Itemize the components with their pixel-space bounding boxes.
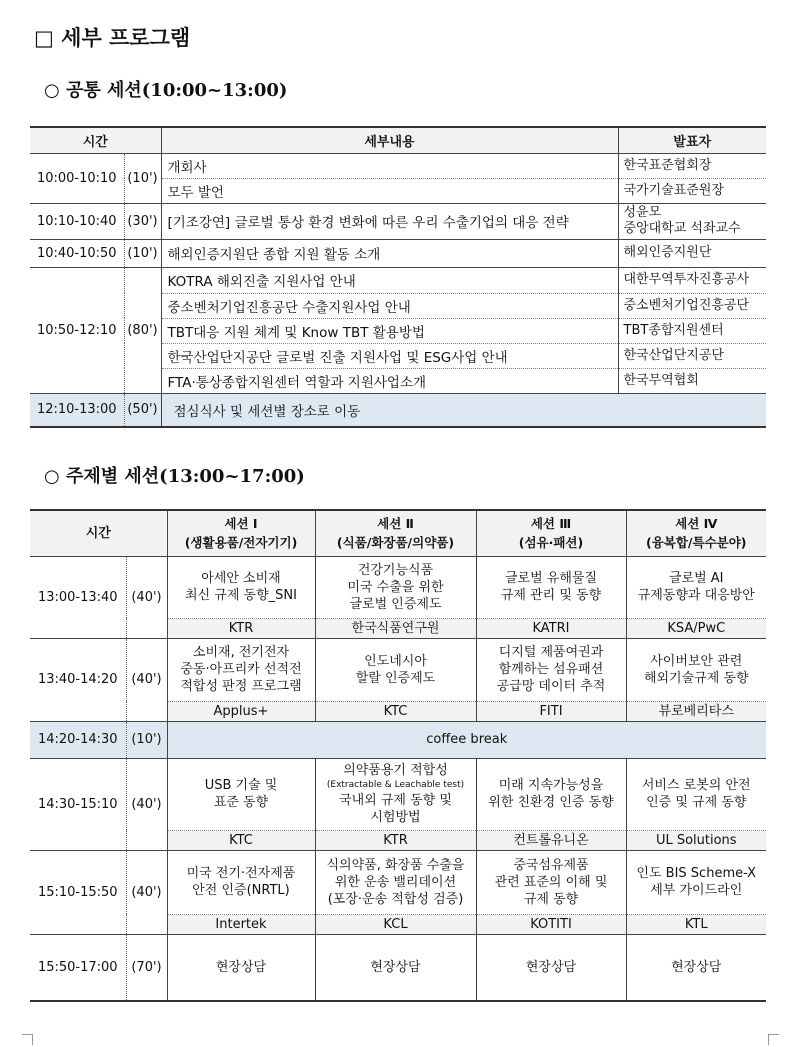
topic-cell	[476, 850, 626, 914]
org-cell: KSA/PwC	[626, 618, 766, 638]
topic-cell	[167, 556, 315, 618]
presenter-cell: 한국산업단지공단	[618, 343, 766, 368]
page-title: □ 세부 프로그램	[34, 26, 191, 50]
page-corner-mark-left	[22, 1034, 33, 1045]
duration-cell: (30')	[124, 203, 161, 239]
topic-cell	[626, 556, 766, 618]
text-line: 미래 지속가능성을	[498, 778, 604, 793]
content-cell: 점심식사 및 세션별 장소로 이동	[161, 393, 766, 427]
topic-cell	[476, 638, 626, 701]
topic-cell	[626, 758, 766, 830]
text-line: 사이버보안 관련	[650, 653, 743, 669]
coffee-break-cell: coffee break	[167, 721, 766, 758]
text-line: 함께하는 섬유패션	[498, 662, 604, 677]
org-cell: Applus+	[167, 701, 315, 721]
org-cell: KOTITI	[476, 914, 626, 934]
break-row	[30, 721, 766, 758]
text-line: 세션 Ⅱ	[377, 516, 414, 532]
content-header: 세부내용	[161, 127, 618, 153]
presenter-cell: 대한무역투자진흥공사	[618, 267, 766, 293]
text-line: 서비스 로봇의 안전	[641, 778, 751, 793]
text-line: 의약품용기 적합성	[343, 763, 448, 778]
text-line: 세션 Ⅲ	[530, 516, 572, 532]
org-cell: Intertek	[167, 914, 315, 934]
content-cell: KOTRA 해외진출 지원사업 안내	[161, 267, 618, 293]
time-header: 시간	[30, 127, 161, 153]
text-line: 성윤모	[623, 205, 662, 220]
consult-cell: 현장상담	[167, 934, 315, 1001]
topic-cell	[315, 758, 476, 830]
org-cell: KTL	[626, 914, 766, 934]
text-line: 세부 가이드라인	[650, 883, 743, 898]
text-line: 글로벌 유해물질	[504, 571, 598, 586]
duration-cell: (50')	[124, 393, 161, 427]
topic-row	[30, 638, 766, 701]
content-cell: [기조강연] 글로벌 통상 환경 변화에 따른 우리 수출기업의 대응 전략	[161, 203, 618, 239]
content-cell: 모두 발언	[161, 178, 618, 203]
text-line: 적합성 판정 프로그램	[180, 679, 302, 694]
session-header	[476, 510, 626, 556]
org-cell: KTR	[167, 618, 315, 638]
presenter-cell: 국가기술표준원장	[618, 178, 766, 203]
consult-row	[30, 934, 766, 1001]
header-row	[30, 127, 766, 153]
presenter-cell: TBT종합지원센터	[618, 318, 766, 343]
content-cell: FTA·통상종합지원센터 역할과 지원사업소개	[161, 368, 618, 393]
text-line: 소비재, 전기전자	[192, 645, 290, 660]
program-row	[30, 239, 766, 267]
presenter-cell: 한국표준협회장	[618, 153, 766, 178]
consult-cell: 현장상담	[626, 934, 766, 1001]
content-cell: TBT대응 지원 체계 및 Know TBT 활용방법	[161, 318, 618, 343]
program-row	[30, 393, 766, 427]
text-line: (포장·운송 적합성 검증)	[327, 891, 464, 907]
topic-row	[30, 850, 766, 914]
text-line: 중앙대학교 석좌교수	[623, 221, 741, 236]
time-cell: 15:10-15:50	[30, 850, 126, 934]
text-line: 안전 인증(NRTL)	[192, 883, 290, 898]
topic-row	[30, 556, 766, 618]
topic-cell	[626, 850, 766, 914]
time-cell: 12:10-13:00	[30, 393, 124, 427]
topic-cell	[476, 758, 626, 830]
time-cell: 14:30-15:10	[30, 758, 126, 850]
presenter-header: 발표자	[618, 127, 766, 153]
time-cell: 10:50-12:10	[30, 267, 124, 393]
org-cell: KTC	[315, 701, 476, 721]
topic-cell	[315, 638, 476, 701]
topic-row	[30, 758, 766, 830]
org-cell: UL Solutions	[626, 830, 766, 850]
org-cell: KATRI	[476, 618, 626, 638]
topic-session-table	[30, 509, 766, 1002]
content-cell: 개회사	[161, 153, 618, 178]
time-cell: 10:00-10:10	[30, 153, 124, 203]
time-header: 시간	[30, 510, 167, 556]
presenter-cell: 한국무역협회	[618, 368, 766, 393]
page-corner-mark-right	[768, 1034, 779, 1045]
text-line: 할랄 인증제도	[355, 670, 436, 686]
org-cell: 컨트롤유니온	[476, 830, 626, 850]
session-header	[167, 510, 315, 556]
duration-cell: (40')	[126, 638, 167, 721]
session-header-row	[30, 510, 766, 556]
text-line: 규제 동향	[523, 891, 579, 907]
topic-cell	[476, 556, 626, 618]
program-row	[30, 267, 766, 293]
text-line: 표준 동향	[213, 795, 269, 810]
content-cell: 해외인증지원단 종합 지원 활동 소개	[161, 239, 618, 267]
org-cell: KTR	[315, 830, 476, 850]
text-line: (Extractable & Leachable test)	[326, 780, 465, 790]
text-line: 해외기술규제 동향	[643, 670, 749, 686]
topic-cell	[167, 758, 315, 830]
topic-cell	[167, 850, 315, 914]
time-cell: 10:10-10:40	[30, 203, 124, 239]
duration-cell: (40')	[126, 556, 167, 638]
text-line: 세션 Ⅰ	[224, 516, 258, 532]
text-line: 세션 Ⅳ	[675, 516, 718, 532]
text-line: 인증 및 규제 동향	[646, 795, 747, 810]
duration-cell: (10')	[124, 153, 161, 203]
topic-cell	[315, 850, 476, 914]
text-line: 규제동향과 대응방안	[637, 588, 755, 603]
common-session-heading: ○ 공통 세션(10:00~13:00)	[44, 80, 288, 101]
text-line: 시험방법	[370, 810, 421, 825]
text-line: USB 기술 및	[204, 778, 278, 793]
text-line: 규제 관리 및 동향	[500, 588, 602, 603]
duration-cell: (80')	[124, 267, 161, 393]
text-line: (융복합/특수분야)	[645, 535, 747, 551]
text-line: 공급망 데이터 추적	[496, 679, 606, 694]
org-cell: 한국식품연구원	[315, 618, 476, 638]
time-cell: 15:50-17:00	[30, 934, 126, 1001]
text-line: 아세안 소비재	[201, 571, 281, 586]
program-row	[30, 153, 766, 178]
text-line: 인도네시아	[364, 653, 427, 669]
text-line: 건강기능식품	[357, 562, 434, 578]
topic-session-heading: ○ 주제별 세션(13:00~17:00)	[44, 466, 305, 487]
duration-cell: (10')	[126, 721, 167, 758]
topic-cell	[315, 556, 476, 618]
duration-cell: (40')	[126, 758, 167, 850]
presenter-cell: 해외인증지원단	[618, 239, 766, 267]
text-line: (식품/화장품/의약품)	[336, 535, 455, 551]
common-session-table	[30, 126, 766, 428]
consult-cell: 현장상담	[315, 934, 476, 1001]
content-cell: 한국산업단지공단 글로벌 진출 지원사업 및 ESG사업 안내	[161, 343, 618, 368]
text-line: 관련 표준의 이해 및	[494, 874, 608, 890]
org-cell: FITI	[476, 701, 626, 721]
presenter-cell	[618, 203, 766, 239]
text-line: 글로벌 인증제도	[349, 596, 442, 612]
duration-cell: (40')	[126, 850, 167, 934]
duration-cell: (70')	[126, 934, 167, 1001]
duration-cell: (10')	[124, 239, 161, 267]
text-line: 위한 운송 밸리데이션	[334, 874, 457, 890]
text-line: 위한 친환경 인증 동향	[488, 795, 614, 810]
presenter-cell: 중소벤처기업진흥공단	[618, 293, 766, 318]
text-line: 국내외 규제 동향 및	[339, 793, 452, 808]
text-line: 디지털 제품여권과	[498, 645, 604, 660]
time-cell: 13:40-14:20	[30, 638, 126, 721]
text-line: 미국 수출을 위한	[347, 579, 444, 595]
text-line: 중동·아프리카 선적전	[180, 662, 302, 677]
org-cell: 뷰로베리타스	[626, 701, 766, 721]
text-line: (생활용품/전자기기)	[184, 535, 298, 551]
session-header	[626, 510, 766, 556]
org-cell: KTC	[167, 830, 315, 850]
topic-cell	[626, 638, 766, 701]
text-line: 인도 BIS Scheme-X	[636, 866, 757, 881]
text-line: 글로벌 AI	[668, 571, 724, 586]
session-header	[315, 510, 476, 556]
text-line: 최신 규제 동향_SNI	[185, 588, 297, 603]
topic-cell	[167, 638, 315, 701]
text-line: (섬유·패션)	[518, 535, 584, 551]
content-cell: 중소벤처기업진흥공단 수출지원사업 안내	[161, 293, 618, 318]
consult-cell: 현장상담	[476, 934, 626, 1001]
time-cell: 14:20-14:30	[30, 721, 126, 758]
text-line: 중국섬유제품	[513, 857, 589, 873]
time-cell: 13:00-13:40	[30, 556, 126, 638]
time-cell: 10:40-10:50	[30, 239, 124, 267]
text-line: 미국 전기·전자제품	[186, 866, 296, 881]
text-line: 식의약품, 화장품 수출을	[326, 857, 465, 873]
org-cell: KCL	[315, 914, 476, 934]
program-row	[30, 203, 766, 239]
